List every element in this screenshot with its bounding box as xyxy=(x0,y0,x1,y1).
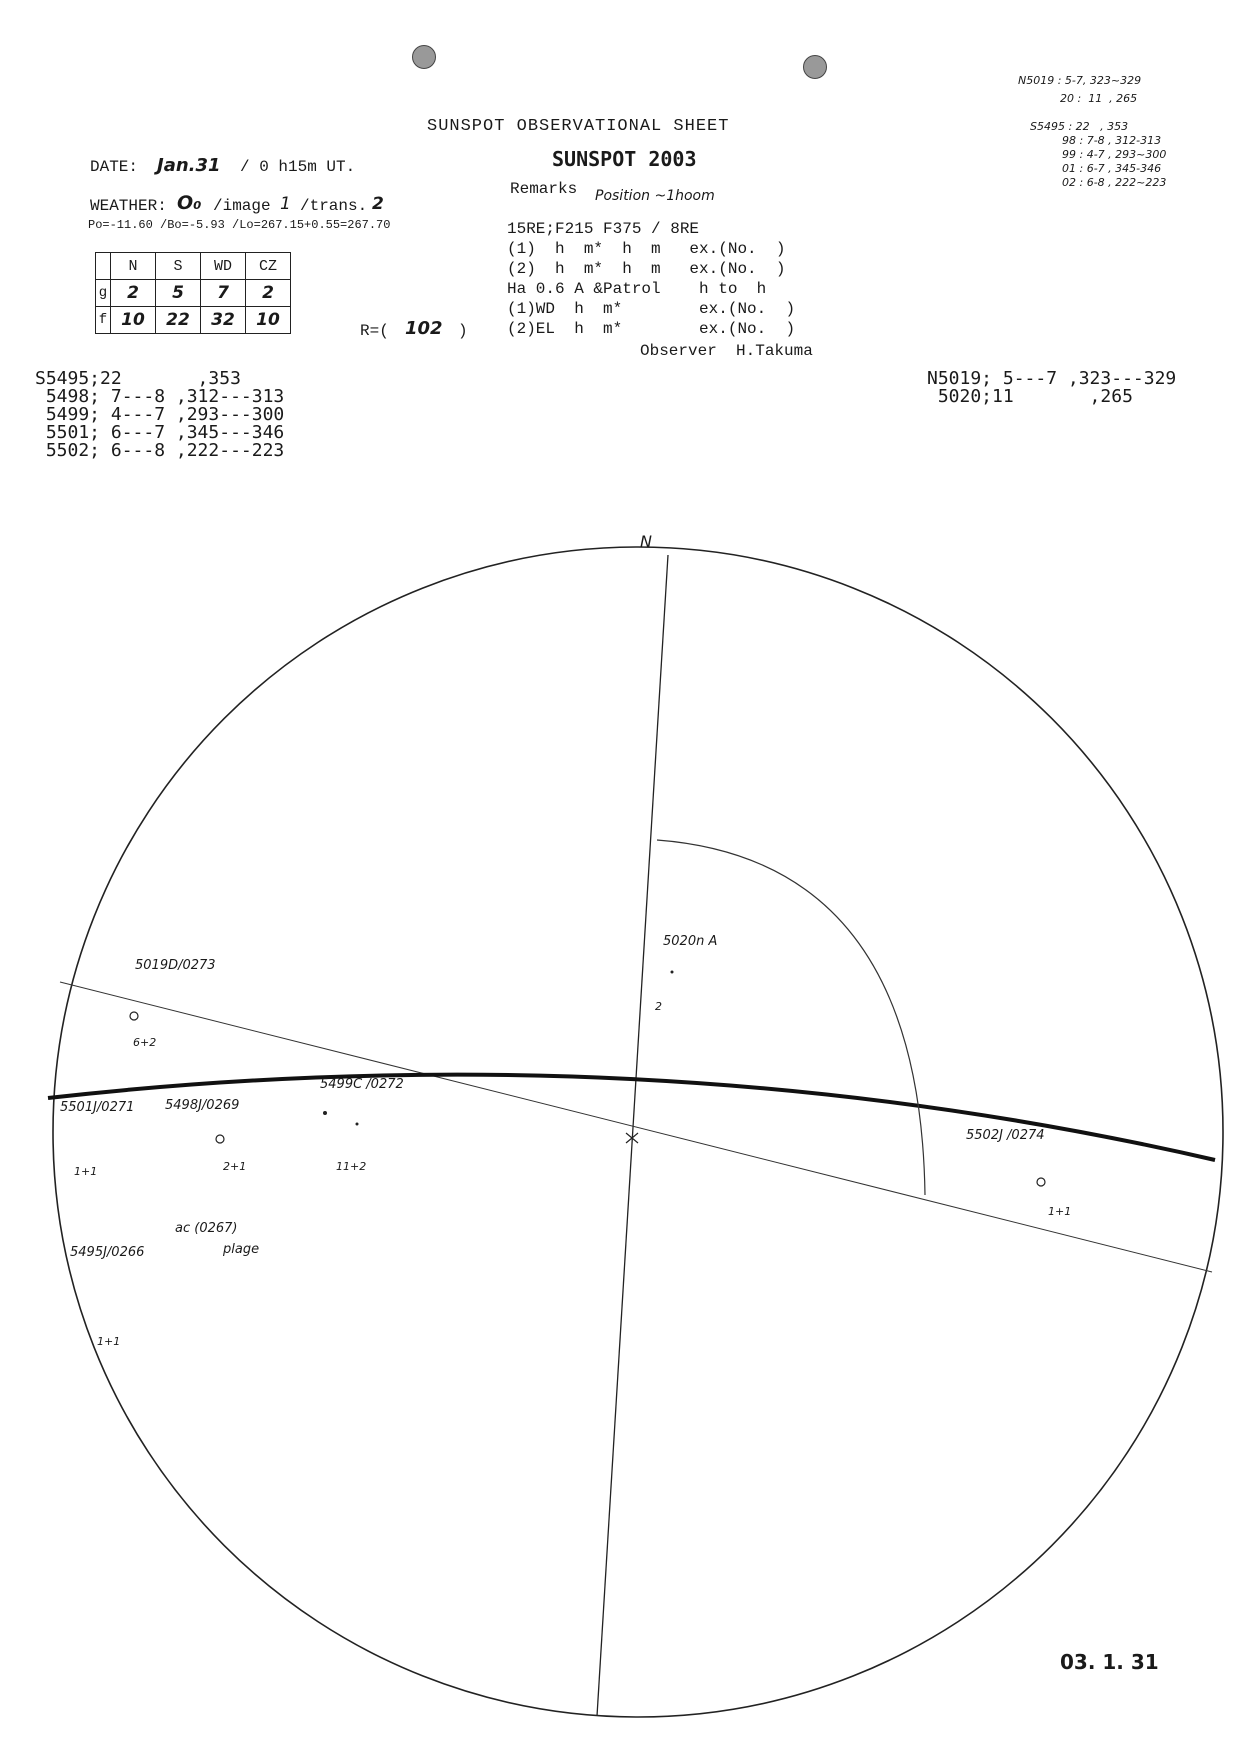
relative-number-close: ) xyxy=(458,322,468,340)
spot-5019 xyxy=(130,1012,138,1020)
right-note-1: N5019; 5---7 ,323---329 xyxy=(927,368,1177,389)
trans-value: 2 xyxy=(372,194,384,214)
corner-note-5: 99 : 4-7 , 293~300 xyxy=(1062,148,1167,161)
label-5019: 5019D/0273 xyxy=(135,958,216,973)
g-wd: 7 xyxy=(201,280,246,307)
remarks-line-6: (2)EL h m* ex.(No. ) xyxy=(507,320,796,338)
f-wd: 32 xyxy=(201,307,246,334)
left-note-4: 5501; 6---7 ,345---346 xyxy=(35,422,285,443)
g-n: 2 xyxy=(111,280,156,307)
label-5501: 5501J/0271 xyxy=(60,1100,135,1115)
count-5498: 2+1 xyxy=(223,1160,247,1173)
corner-note-2: 20 : 11 , 265 xyxy=(1060,92,1138,105)
row-label-g: g xyxy=(96,280,111,307)
north-label: N xyxy=(640,532,652,551)
observer: Observer H.Takuma xyxy=(640,342,813,360)
col-header-wd: WD xyxy=(201,253,246,280)
label-5499: 5499C /0272 xyxy=(320,1077,404,1092)
f-cz: 10 xyxy=(246,307,291,334)
sheet-subtitle: SUNSPOT 2003 xyxy=(552,147,697,171)
col-header-cz: CZ xyxy=(246,253,291,280)
remarks-line-5: (1)WD h m* ex.(No. ) xyxy=(507,300,796,318)
remarks-line-2: (1) h m* h m ex.(No. ) xyxy=(507,240,786,258)
latitude-arc xyxy=(657,840,925,1195)
label-plage: plage xyxy=(223,1242,260,1257)
corner-note-3: S5495 : 22 , 353 xyxy=(1030,120,1129,133)
count-5499: 11+2 xyxy=(336,1160,367,1173)
f-s: 22 xyxy=(156,307,201,334)
relative-number-value: 102 xyxy=(405,318,443,339)
spot-5502 xyxy=(1037,1178,1045,1186)
count-5502: 1+1 xyxy=(1048,1205,1072,1218)
weather-label: WEATHER: xyxy=(90,197,167,215)
date-stamp: 03. 1. 31 xyxy=(1060,1650,1159,1674)
left-note-2: 5498; 7---8 ,312---313 xyxy=(35,386,285,407)
row-label-f: f xyxy=(96,307,111,334)
spot-5499b xyxy=(356,1123,359,1126)
col-header-s: S xyxy=(156,253,201,280)
weather-value: O₀ xyxy=(177,192,202,214)
sheet-title: SUNSPOT OBSERVATIONAL SHEET xyxy=(427,117,730,136)
corner-note-6: 01 : 6-7 , 345-346 xyxy=(1062,162,1162,175)
count-5501: 1+1 xyxy=(74,1165,98,1178)
time-value: / 0 h15m UT. xyxy=(240,158,356,176)
relative-number-label: R=( xyxy=(360,322,389,340)
remarks-label: Remarks xyxy=(510,180,578,198)
date-label: DATE: xyxy=(90,158,139,176)
spot-5020 xyxy=(671,971,674,974)
remarks-line-3: (2) h m* h m ex.(No. ) xyxy=(507,260,786,278)
col-header-n: N xyxy=(111,253,156,280)
left-note-1: S5495;22 ,353 xyxy=(35,368,241,389)
spot-5498 xyxy=(216,1135,224,1143)
trans-label: /trans. xyxy=(300,197,368,215)
count-5020: 2 xyxy=(655,1000,662,1013)
g-cz: 2 xyxy=(246,280,291,307)
label-plage-0267: ac (0267) xyxy=(175,1221,238,1236)
corner-note-7: 02 : 6-8 , 222~223 xyxy=(1062,176,1167,189)
date-value: Jan.31 xyxy=(157,155,221,176)
g-s: 5 xyxy=(156,280,201,307)
orientation-parameters: Po=-11.60 /Bo=-5.93 /Lo=267.15+0.55=267.70 xyxy=(88,218,391,232)
count-5495: 1+1 xyxy=(97,1335,121,1348)
corner-note-4: 98 : 7-8 , 312-313 xyxy=(1062,134,1162,147)
label-5502: 5502J /0274 xyxy=(966,1128,1045,1143)
label-5498: 5498J/0269 xyxy=(165,1098,240,1113)
solar-limb xyxy=(53,547,1223,1717)
label-5020: 5020n A xyxy=(663,934,718,949)
right-note-2: 5020;11 ,265 xyxy=(927,386,1133,407)
remarks-line-1: 15RE;F215 F375 / 8RE xyxy=(507,220,700,238)
label-5495: 5495J/0266 xyxy=(70,1245,145,1260)
remarks-value: Position ~1hoom xyxy=(595,188,715,204)
spot-5499 xyxy=(323,1111,327,1115)
image-value: 1 xyxy=(280,194,291,214)
left-note-5: 5502; 6---8 ,222---223 xyxy=(35,440,285,461)
remarks-line-4: Ha 0.6 A &Patrol h to h xyxy=(507,280,767,298)
f-n: 10 xyxy=(111,307,156,334)
image-label: /image xyxy=(213,197,271,215)
corner-note-1: N5019 : 5-7, 323~329 xyxy=(1018,74,1142,87)
central-meridian xyxy=(597,555,668,1716)
count-5019: 6+2 xyxy=(133,1036,157,1049)
left-note-3: 5499; 4---7 ,293---300 xyxy=(35,404,285,425)
